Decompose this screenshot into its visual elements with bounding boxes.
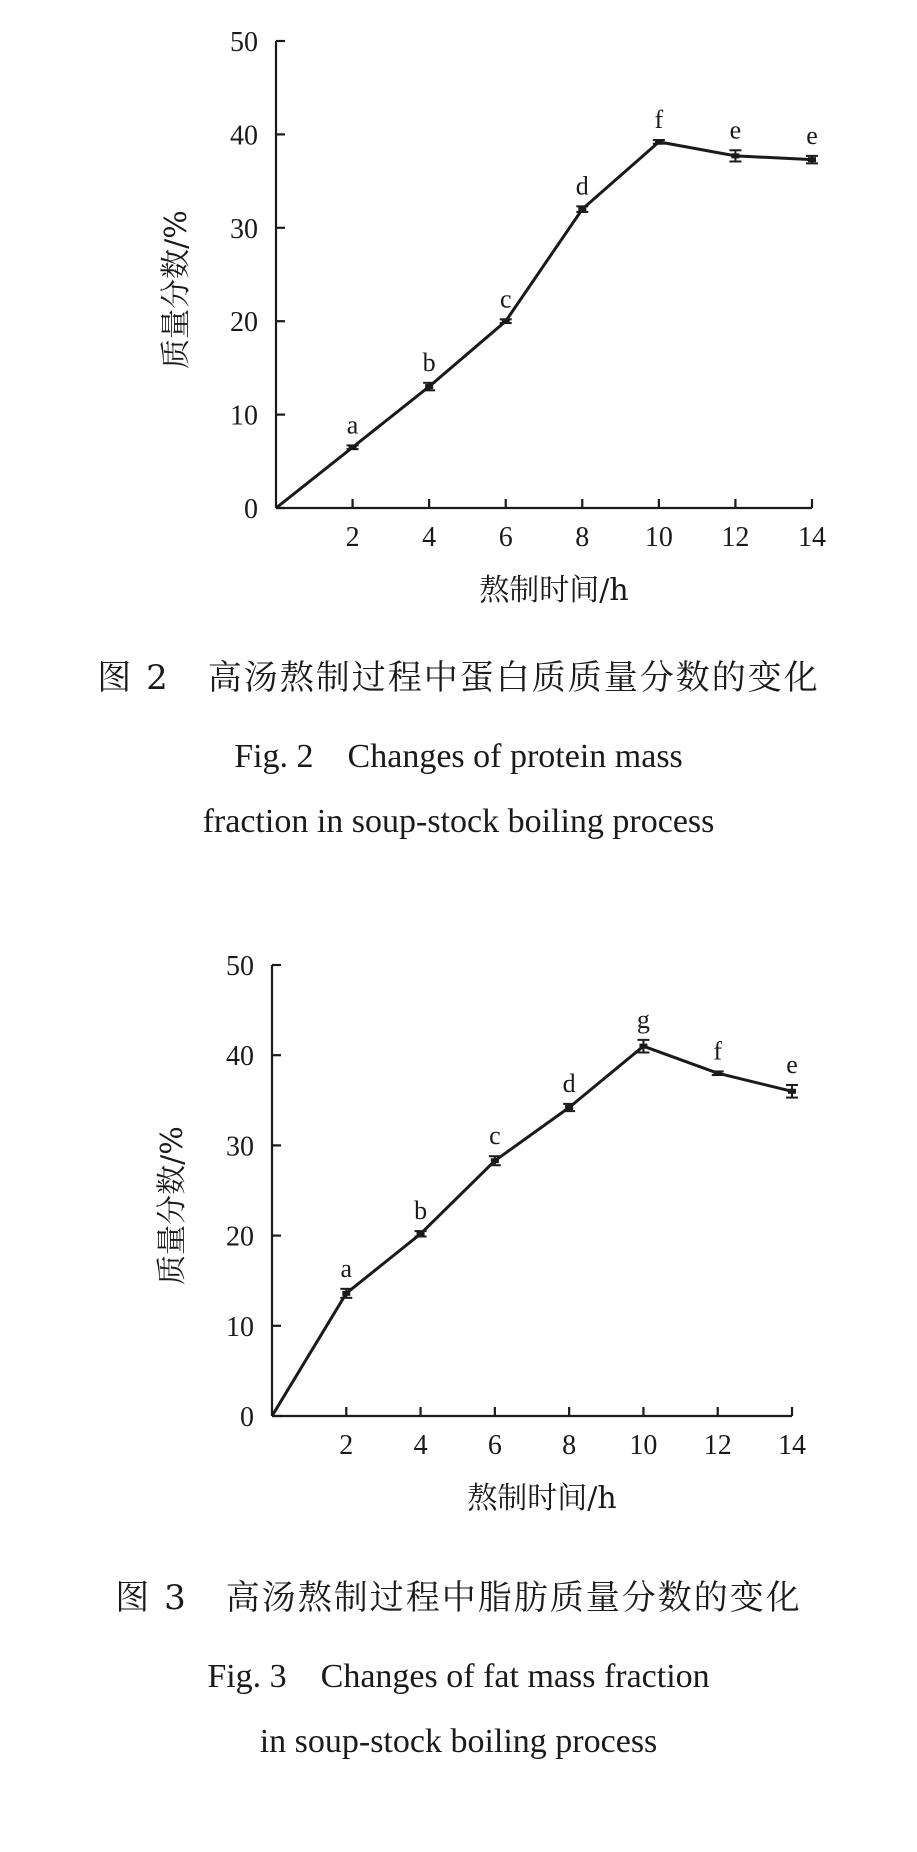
x-tick-label: 10 xyxy=(644,522,673,553)
y-tick-label: 30 xyxy=(230,213,258,245)
data-point xyxy=(425,384,433,389)
figure-3-caption-zh xyxy=(0,1570,917,1619)
x-tick-label: 2 xyxy=(339,1430,354,1461)
fat-mass-fraction-chart xyxy=(0,930,917,1550)
significance-label: e xyxy=(786,1049,798,1079)
x-tick-label: 4 xyxy=(422,522,437,553)
significance-label: e xyxy=(806,120,818,150)
x-tick-label: 14 xyxy=(778,1430,806,1461)
x-tick-label: 12 xyxy=(703,1430,732,1461)
y-axis-title: 质量分数/% xyxy=(155,1126,190,1285)
data-point xyxy=(342,1291,350,1296)
significance-label: g xyxy=(636,1004,650,1034)
y-tick-label: 30 xyxy=(226,1131,254,1163)
y-tick-label: 40 xyxy=(226,1041,254,1073)
series-line xyxy=(276,142,812,508)
figure-2-number: 图 2 xyxy=(97,658,170,698)
x-tick-label: 8 xyxy=(562,1430,577,1461)
significance-label: f xyxy=(654,105,664,135)
x-tick-label: 12 xyxy=(721,522,750,553)
x-axis-title: 熬制时间/h xyxy=(467,1481,617,1516)
significance-label: d xyxy=(575,171,589,201)
data-point xyxy=(502,319,510,324)
significance-label: b xyxy=(422,347,436,377)
x-tick-label: 8 xyxy=(575,522,590,553)
x-tick-label: 6 xyxy=(498,522,513,553)
data-point xyxy=(639,1044,647,1049)
significance-label: b xyxy=(414,1196,428,1226)
data-point xyxy=(714,1071,722,1076)
data-point xyxy=(788,1089,796,1094)
x-tick-label: 10 xyxy=(629,1430,658,1461)
figure-2-title-zh: 高汤熬制过程中蛋白质质量分数的变化 xyxy=(207,658,820,698)
significance-label: f xyxy=(713,1036,723,1066)
protein-mass-fraction-chart xyxy=(0,0,917,620)
x-axis-title: 熬制时间/h xyxy=(479,573,629,608)
figure-3-caption-en-line2: in soup-stock boiling process xyxy=(259,1723,658,1760)
x-tick-label: 4 xyxy=(413,1430,428,1461)
data-point xyxy=(578,207,586,212)
figure-3-number: 图 3 xyxy=(115,1578,188,1618)
figure-2-caption-zh xyxy=(0,650,917,699)
x-tick-label: 2 xyxy=(345,522,360,553)
x-tick-label: 6 xyxy=(487,1430,502,1461)
y-tick-label: 0 xyxy=(244,494,258,525)
figure-3-title-zh: 高汤熬制过程中脂肪质量分数的变化 xyxy=(225,1578,802,1618)
figure-2-caption-en-line2: fraction in soup-stock boiling process xyxy=(202,803,715,840)
figure-3-caption-en-line1: Fig. 3 Changes of fat mass fraction xyxy=(207,1658,710,1695)
data-point xyxy=(349,445,357,450)
y-tick-label: 20 xyxy=(226,1221,254,1253)
significance-label: a xyxy=(346,410,359,440)
y-tick-label: 10 xyxy=(226,1311,254,1343)
y-tick-label: 10 xyxy=(230,400,258,432)
significance-label: a xyxy=(340,1253,353,1283)
significance-label: c xyxy=(489,1121,501,1151)
y-tick-label: 20 xyxy=(230,307,258,339)
data-point xyxy=(808,157,816,162)
y-tick-label: 40 xyxy=(230,120,258,152)
data-point xyxy=(731,153,739,158)
data-point xyxy=(655,139,663,144)
significance-label: c xyxy=(499,284,512,314)
y-axis-title: 质量分数/% xyxy=(159,210,194,369)
significance-label: d xyxy=(562,1068,576,1098)
significance-label: e xyxy=(729,115,742,145)
data-point xyxy=(417,1231,425,1236)
data-point xyxy=(491,1158,499,1163)
y-tick-label: 0 xyxy=(240,1402,254,1433)
data-point xyxy=(565,1105,573,1110)
figure-2-caption-en-line1: Fig. 2 Changes of protein mass xyxy=(234,738,683,775)
x-tick-label: 14 xyxy=(798,522,826,553)
y-tick-label: 50 xyxy=(226,951,254,982)
y-tick-label: 50 xyxy=(230,27,258,58)
series-line xyxy=(272,1046,792,1416)
